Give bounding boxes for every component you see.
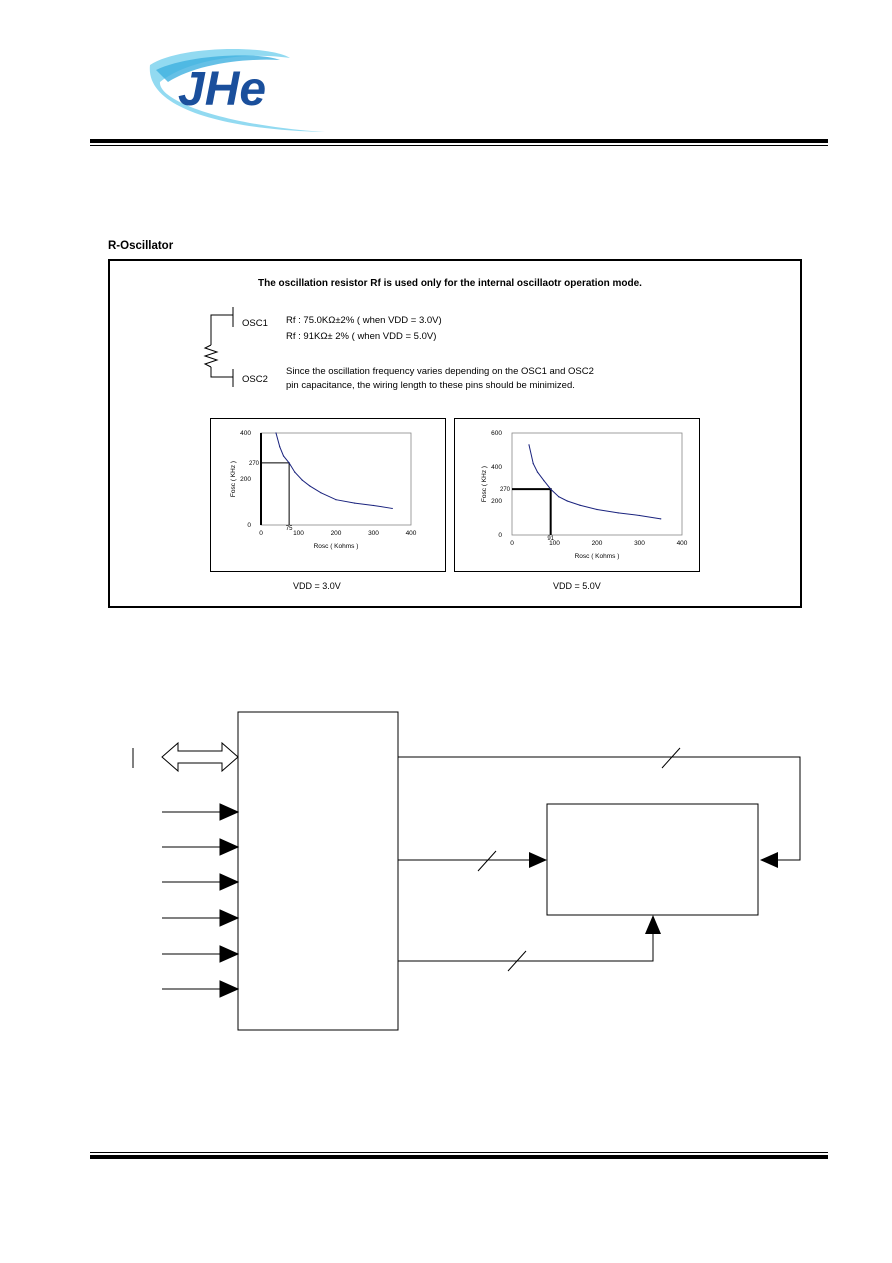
data-point	[618, 512, 619, 513]
data-point	[567, 500, 568, 501]
data-point	[660, 518, 661, 519]
logo-graphic	[140, 40, 330, 135]
rf-line-1: Rf : 75.0KΩ±2% ( when VDD = 3.0V)	[286, 315, 442, 326]
chart-frame-5v	[454, 418, 700, 572]
x-tick-label: 300	[368, 530, 379, 537]
input-arrows	[162, 804, 238, 997]
data-point	[579, 505, 580, 506]
data-point	[533, 463, 534, 464]
plot-area	[261, 433, 411, 525]
y-tick-label: 200	[240, 476, 251, 483]
y-tick-label: 400	[240, 430, 251, 437]
control-block	[238, 712, 398, 1030]
data-point	[289, 462, 290, 463]
x-tick-label: 0	[510, 540, 514, 547]
y-tick-label: 0	[498, 532, 502, 539]
data-point	[543, 480, 544, 481]
bus-top-arrow	[760, 852, 778, 868]
data-point	[392, 508, 393, 509]
data-point	[275, 432, 276, 433]
data-point	[596, 509, 597, 510]
data-point	[537, 472, 538, 473]
marker-x-label: 91	[547, 536, 555, 542]
bidirectional-bus-arrow	[162, 743, 238, 771]
marker-x-label: 75	[285, 526, 293, 532]
plot-area	[512, 433, 682, 535]
y-axis-label: Fosc ( KHz )	[481, 465, 488, 503]
data-point	[294, 472, 295, 473]
y-tick-label: 600	[491, 430, 502, 437]
y-axis-label: Fosc ( KHz )	[230, 460, 237, 498]
data-point	[373, 505, 374, 506]
frequency-curve	[276, 433, 392, 508]
x-tick-label: 400	[676, 540, 688, 547]
data-point	[309, 485, 310, 486]
bus-middle	[398, 851, 530, 871]
data-point	[279, 446, 280, 447]
y-tick-label: 200	[491, 498, 502, 505]
marker-y-label: 270	[248, 460, 259, 467]
x-tick-label: 100	[293, 530, 304, 537]
header-rule-thin	[90, 145, 828, 146]
y-tick-label: 0	[247, 522, 251, 529]
x-tick-label: 300	[634, 540, 645, 547]
frequency-chart-5v	[455, 419, 699, 571]
marker-y-label: 270	[499, 487, 510, 494]
frequency-chart-3v	[211, 419, 445, 571]
data-point	[528, 444, 529, 445]
osc1-label: OSC1	[242, 318, 268, 329]
data-point	[302, 480, 303, 481]
footer-rule	[90, 1155, 828, 1159]
data-point	[320, 492, 321, 493]
header-rule	[90, 139, 828, 143]
output-block	[547, 804, 758, 915]
frequency-curve	[529, 445, 661, 519]
caption-5v: VDD = 5.0V	[553, 581, 601, 591]
bus-middle-arrow	[529, 852, 547, 868]
marker-lines	[512, 489, 551, 535]
data-point	[335, 499, 336, 500]
footer-rule-thin	[90, 1152, 828, 1153]
x-tick-label: 200	[591, 540, 603, 547]
osc2-label: OSC2	[242, 374, 268, 385]
company-logo	[140, 40, 330, 135]
block-diagram	[120, 700, 820, 1040]
x-axis-label: Rosc ( Kohms )	[574, 553, 620, 560]
x-axis-label: Rosc ( Kohms )	[313, 543, 359, 550]
note-line-2: pin capacitance, the wiring length to these pins should be minimized.	[286, 380, 575, 391]
x-tick-label: 100	[549, 540, 560, 547]
data-point	[354, 503, 355, 504]
marker-lines	[261, 463, 289, 525]
caption-3v: VDD = 3.0V	[293, 581, 341, 591]
x-tick-label: 200	[330, 530, 342, 537]
note-line-1: Since the oscillation frequency varies depending on the OSC1 and OSC2	[286, 366, 594, 377]
logo-text: JHe	[178, 63, 267, 116]
x-tick-label: 0	[259, 530, 263, 537]
rf-line-2: Rf : 91KΩ± 2% ( when VDD = 5.0V)	[286, 331, 437, 342]
data-point	[639, 515, 640, 516]
intro-text: The oscillation resistor Rf is used only for the internal oscillaotr operation mode.	[258, 278, 642, 289]
section-title: R-Oscillator	[108, 240, 174, 252]
data-point	[550, 489, 551, 490]
bus-bottom-arrow	[645, 915, 661, 934]
y-tick-label: 400	[491, 464, 502, 471]
x-tick-label: 400	[405, 530, 417, 537]
data-point	[558, 496, 559, 497]
data-point	[283, 455, 284, 456]
chart-frame-3v	[210, 418, 446, 572]
bus-bottom	[398, 932, 653, 971]
